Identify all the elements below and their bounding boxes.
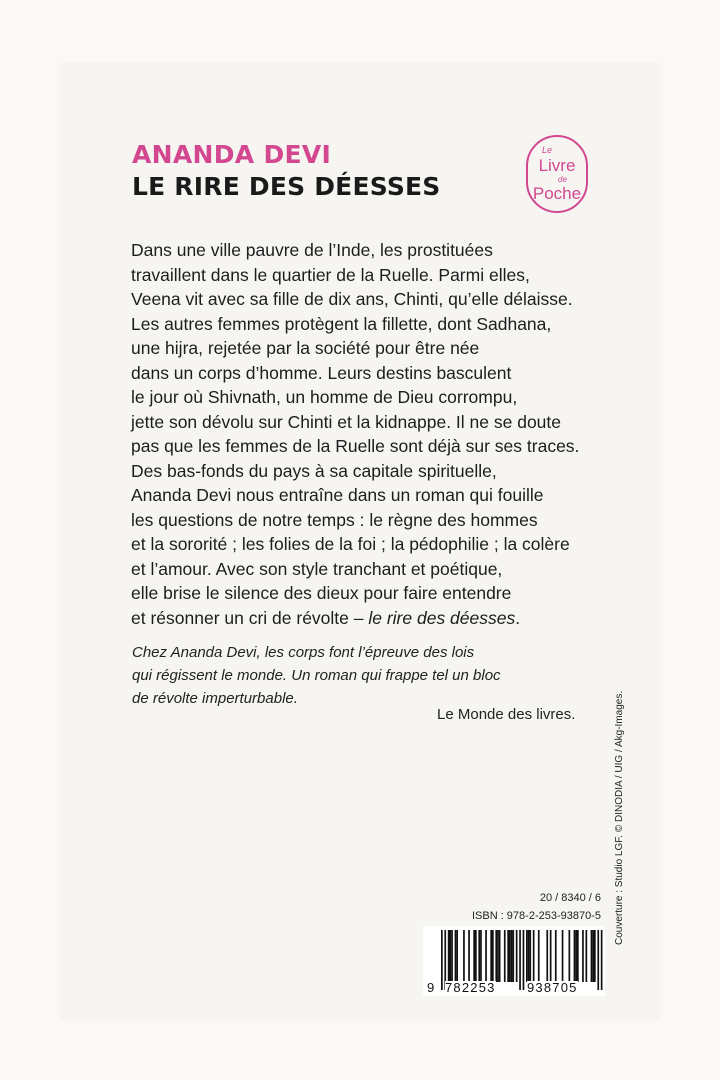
barcode [423,926,605,996]
press-quote [132,641,602,710]
cover-credit: Couverture : Studio LGF. © DINODIA / UIG / Akg-Images. [614,690,625,945]
barcode-bar [490,930,492,982]
summary-line: Les autres femmes protègent la fillette, dont Sadhana, [131,313,552,334]
barcode-bar [495,930,497,982]
barcode-first-digit: 9 [427,980,436,995]
barcode-bar [480,930,482,982]
barcode-bar [509,930,511,982]
barcode-bar [526,930,528,982]
barcode-bar [582,930,584,982]
book-summary [131,238,631,630]
summary-line: elle brise le silence des dieux pour faire entendre [131,583,512,603]
isbn-label: ISBN : 978-2-253-93870-5 [471,910,601,922]
barcode-bar [516,930,518,982]
barcode-bar [468,930,470,982]
barcode-bar [455,930,457,982]
summary-line: dans un corps d’homme. Leurs destins basculent [131,362,512,383]
summary-line: jette son dévolu sur Chinti et la kidnappe. Il ne se doute [131,411,561,432]
barcode-bar [528,930,530,982]
barcode-bar [569,930,571,982]
barcode-bar [451,930,453,982]
barcode-bar [511,930,513,982]
summary-line: Ananda Devi nous entraîne dans un roman qui fouille [131,485,544,505]
barcode-bar [597,930,599,990]
logo-word-poche: Poche [532,184,582,203]
barcode-bar [478,930,480,982]
summary-line: le jour où Shivnath, un homme de Dieu corrompu, [131,387,518,407]
barcode-bar [594,930,596,982]
barcode-bar [475,930,477,982]
summary-line: Veena vit avec sa fille de dix ans, Chinti, qu’elle délaisse. [131,289,573,309]
barcode-bar [575,930,577,982]
summary-end-period: . [515,607,521,628]
quote-source: Le Monde des livres. [437,706,576,723]
barcode-bar [450,930,452,982]
summary-line: les questions de notre temps : le règne des hommes [131,509,538,530]
barcode-bar [507,930,509,982]
book-title: LE RIRE DES DÉESSES [132,172,441,201]
barcode-bar [533,930,535,982]
barcode-bar [550,930,552,982]
summary-last-line-text: et résonner un cri de révolte – [131,607,369,628]
barcode-bar [523,930,525,990]
barcode-bar [463,930,465,982]
barcode-right-digits: 938705 [527,980,578,995]
logo-word-de: de [558,175,567,184]
barcode-bar [601,930,603,990]
barcode-bar [538,930,540,982]
barcode-bar [591,930,593,982]
quote-line: de révolte imperturbable. [132,690,298,707]
barcode-bar [519,930,521,990]
logo-word-livre: Livre [538,156,576,175]
catalog-number: 20 / 8340 / 6 [539,892,601,904]
summary-line: travaillent dans le quartier de la Ruelle. Parmi elles, [131,264,530,285]
summary-line: pas que les femmes de la Ruelle sont déjà sur ses traces. [131,436,580,456]
barcode-bar [529,930,531,982]
barcode-bar [485,930,487,982]
logo-word-le: Le [542,145,553,155]
barcode-bar [592,930,594,982]
summary-last-line [131,606,631,631]
barcode-bar [555,930,557,982]
summary-line: une hijra, rejetée par la société pour être née [131,338,480,358]
barcode-bar [562,930,564,982]
barcode-bar [499,930,501,982]
barcode-bar [497,930,499,982]
summary-line: et l’amour. Avec son style tranchant et poétique, [131,558,503,579]
barcode-bar [441,930,443,990]
quote-line: qui régissent le monde. Un roman qui frappe tel un bloc [132,667,501,684]
summary-title-italic: le rire des déesses [368,607,516,628]
barcode-bar [574,930,576,982]
publisher-logo [526,135,588,213]
barcode-bar [448,930,450,982]
barcode-bar [492,930,494,982]
barcode-bar [546,930,548,982]
author-name: ANANDA DEVI [132,140,332,169]
barcode-bar [512,930,514,982]
barcode-bar [504,930,506,982]
summary-line: et la sororité ; les folies de la foi ; la pédophilie ; la colère [131,534,570,554]
summary-line: Dans une ville pauvre de l’Inde, les prostituées [131,240,493,260]
summary-line: Des bas-fonds du pays à sa capitale spirituelle, [131,460,497,481]
barcode-bar [586,930,588,982]
barcode-bar [473,930,475,982]
barcode-left-digits: 782253 [445,980,496,995]
barcode-bar [577,930,579,982]
barcode-bar [456,930,458,982]
quote-line: Chez Ananda Devi, les corps font l’épreuve des lois [132,644,475,661]
